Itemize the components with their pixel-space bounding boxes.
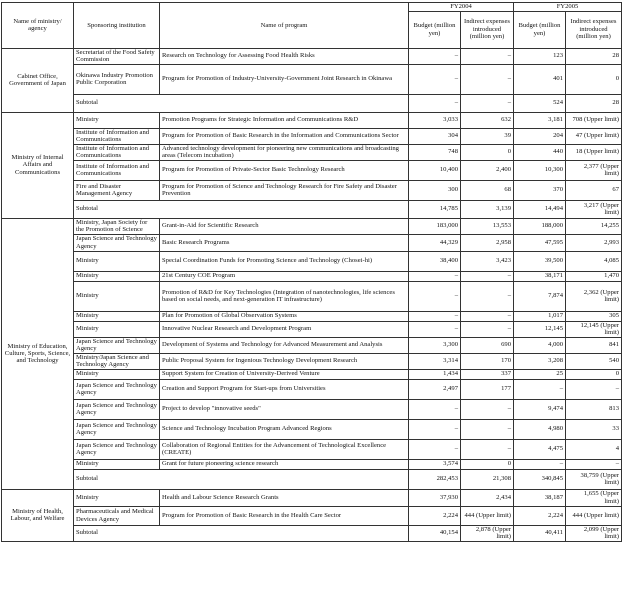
- indirect-2004-cell: 632: [461, 112, 514, 128]
- table-row: [2, 459, 622, 469]
- budget-2004-cell: 10,400: [409, 160, 461, 180]
- program-cell: Program for Promotion of Industry-University-Government Joint Research in Okinawa: [160, 64, 409, 94]
- indirect-2005-cell: 4: [566, 439, 622, 459]
- sponsor-cell: Ministry: [74, 459, 160, 469]
- budget-2004-cell: –: [409, 439, 461, 459]
- budget-2005-cell: 39,500: [514, 251, 566, 271]
- sponsor-cell: Japan Science and Technology Agency: [74, 439, 160, 459]
- subtotal-indirect-2005: 2,099 (Upper limit): [566, 525, 622, 541]
- sponsor-cell: Ministry: [74, 321, 160, 337]
- subtotal-indirect-2004: 3,139: [461, 200, 514, 218]
- subtotal-label: Subtotal: [74, 94, 409, 112]
- sponsor-cell: Ministry: [74, 251, 160, 271]
- table-row: [2, 234, 622, 251]
- header-fy2004: FY2004: [409, 3, 514, 12]
- indirect-2005-cell: 444 (Upper limit): [566, 506, 622, 525]
- budget-2005-cell: 3,208: [514, 353, 566, 369]
- sponsor-cell: Japan Science and Technology Agency: [74, 337, 160, 353]
- indirect-2004-cell: –: [461, 64, 514, 94]
- sponsor-cell: Ministry, Japan Society for the Promotion of Science: [74, 218, 160, 234]
- subtotal-indirect-2005: 28: [566, 94, 622, 112]
- sponsor-cell: Japan Science and Technology Agency: [74, 234, 160, 251]
- program-cell: Program for Promotion of Basic Research in the Health Care Sector: [160, 506, 409, 525]
- program-cell: Promotion of R&D for Key Technologies (Integration of nanotechnologies, life sciences based on social needs, and next-generation IT infrastructure): [160, 281, 409, 311]
- program-cell: Science and Technology Incubation Program Advanced Regions: [160, 419, 409, 439]
- table-row: [2, 271, 622, 281]
- program-cell: Advanced technology development for pioneering new communications and broadcasting areas (Telecom incubation): [160, 144, 409, 160]
- indirect-2005-cell: 2,362 (Upper limit): [566, 281, 622, 311]
- header-budget-2004: Budget (million yen): [409, 11, 461, 48]
- indirect-2004-cell: –: [461, 419, 514, 439]
- indirect-2005-cell: 33: [566, 419, 622, 439]
- indirect-2005-cell: 47 (Upper limit): [566, 128, 622, 144]
- budget-2005-cell: 440: [514, 144, 566, 160]
- sponsor-cell: Ministry: [74, 271, 160, 281]
- budget-2004-cell: –: [409, 399, 461, 419]
- budget-2004-cell: 748: [409, 144, 461, 160]
- program-cell: Support System for Creation of University-Derived Venture: [160, 369, 409, 379]
- subtotal-indirect-2004: –: [461, 94, 514, 112]
- indirect-2004-cell: 177: [461, 379, 514, 399]
- indirect-2004-cell: 2,434: [461, 489, 514, 506]
- budget-2005-cell: 38,171: [514, 271, 566, 281]
- budget-2005-cell: 38,187: [514, 489, 566, 506]
- budget-2005-cell: 188,000: [514, 218, 566, 234]
- budget-2004-cell: 304: [409, 128, 461, 144]
- budget-2004-cell: –: [409, 271, 461, 281]
- indirect-2005-cell: 4,085: [566, 251, 622, 271]
- budget-2005-cell: 9,474: [514, 399, 566, 419]
- table-row: [2, 144, 622, 160]
- table-row: [2, 506, 622, 525]
- subtotal-budget-2005: 524: [514, 94, 566, 112]
- indirect-2005-cell: 0: [566, 369, 622, 379]
- indirect-2005-cell: 28: [566, 48, 622, 64]
- indirect-2004-cell: 2,958: [461, 234, 514, 251]
- budget-2004-cell: 183,000: [409, 218, 461, 234]
- budget-2005-cell: 12,145: [514, 321, 566, 337]
- table-body: [2, 48, 622, 541]
- subtotal-indirect-2005: 3,217 (Upper limit): [566, 200, 622, 218]
- subtotal-indirect-2004: 2,878 (Upper limit): [461, 525, 514, 541]
- table-row: [2, 337, 622, 353]
- indirect-2004-cell: 0: [461, 459, 514, 469]
- budget-2005-cell: 3,181: [514, 112, 566, 128]
- program-cell: Program for Promotion of Science and Technology Research for Fire Safety and Disaster Prevention: [160, 180, 409, 200]
- indirect-2004-cell: 444 (Upper limit): [461, 506, 514, 525]
- program-cell: Program for Promotion of Private-Sector Basic Technology Research: [160, 160, 409, 180]
- table-row: [2, 281, 622, 311]
- indirect-2005-cell: –: [566, 379, 622, 399]
- ministry-cell: Cabinet Office, Government of Japan: [2, 48, 74, 112]
- budget-2005-cell: 123: [514, 48, 566, 64]
- indirect-2004-cell: 0: [461, 144, 514, 160]
- table-row: [2, 419, 622, 439]
- sponsor-cell: Ministry/Japan Science and Technology Agency: [74, 353, 160, 369]
- indirect-2005-cell: 708 (Upper limit): [566, 112, 622, 128]
- indirect-2005-cell: 1,470: [566, 271, 622, 281]
- indirect-2004-cell: 39: [461, 128, 514, 144]
- budget-2005-cell: 401: [514, 64, 566, 94]
- sponsor-cell: Ministry: [74, 112, 160, 128]
- table-row: [2, 128, 622, 144]
- subtotal-row: [2, 200, 622, 218]
- subtotal-indirect-2005: 38,759 (Upper limit): [566, 469, 622, 489]
- indirect-2005-cell: 2,377 (Upper limit): [566, 160, 622, 180]
- program-cell: Grant-in-Aid for Scientific Research: [160, 218, 409, 234]
- table-row: [2, 160, 622, 180]
- subtotal-row: [2, 94, 622, 112]
- program-cell: Program for Promotion of Basic Research in the Information and Communications Sector: [160, 128, 409, 144]
- subtotal-label: Subtotal: [74, 525, 409, 541]
- subtotal-budget-2005: 14,494: [514, 200, 566, 218]
- subtotal-label: Subtotal: [74, 469, 409, 489]
- subtotal-row: [2, 525, 622, 541]
- indirect-2005-cell: 1,655 (Upper limit): [566, 489, 622, 506]
- subtotal-budget-2004: 40,154: [409, 525, 461, 541]
- program-cell: Grant for future pioneering science research: [160, 459, 409, 469]
- sponsor-cell: Institute of Information and Communications: [74, 144, 160, 160]
- header-budget-2005: Budget (million yen): [514, 11, 566, 48]
- subtotal-label: Subtotal: [74, 200, 409, 218]
- header-fy2005: FY2005: [514, 3, 622, 12]
- budget-2004-cell: –: [409, 321, 461, 337]
- sponsor-cell: Ministry: [74, 281, 160, 311]
- indirect-2005-cell: 18 (Upper limit): [566, 144, 622, 160]
- header-program: Name of program: [160, 3, 409, 49]
- indirect-2004-cell: –: [461, 439, 514, 459]
- indirect-2004-cell: –: [461, 48, 514, 64]
- sponsor-cell: Japan Science and Technology Agency: [74, 379, 160, 399]
- header-indirect-2005: Indirect expenses introduced (million yen): [566, 11, 622, 48]
- table-row: [2, 379, 622, 399]
- sponsor-cell: Okinawa Industry Promotion Public Corporation: [74, 64, 160, 94]
- program-cell: Basic Research Programs: [160, 234, 409, 251]
- ministry-cell: Ministry of Internal Affairs and Communications: [2, 112, 74, 218]
- table-row: [2, 353, 622, 369]
- budget-2005-cell: 4,000: [514, 337, 566, 353]
- budget-2004-cell: –: [409, 419, 461, 439]
- budget-2004-cell: 44,329: [409, 234, 461, 251]
- program-cell: Public Proposal System for Ingenious Technology Development Research: [160, 353, 409, 369]
- indirect-2005-cell: 841: [566, 337, 622, 353]
- subtotal-budget-2004: 14,785: [409, 200, 461, 218]
- budget-2004-cell: 3,300: [409, 337, 461, 353]
- program-cell: Special Coordination Funds for Promoting Science and Technology (Chosei-hi): [160, 251, 409, 271]
- budget-2005-cell: 4,980: [514, 419, 566, 439]
- program-cell: Innovative Nuclear Research and Development Program: [160, 321, 409, 337]
- budget-2004-cell: –: [409, 64, 461, 94]
- budget-2004-cell: 300: [409, 180, 461, 200]
- indirect-2005-cell: 12,145 (Upper limit): [566, 321, 622, 337]
- indirect-2004-cell: 690: [461, 337, 514, 353]
- indirect-2005-cell: 813: [566, 399, 622, 419]
- budget-2005-cell: 47,595: [514, 234, 566, 251]
- ministry-cell: Ministry of Education, Culture, Sports, Science, and Technology: [2, 218, 74, 489]
- ministry-cell: Ministry of Health, Labour, and Welfare: [2, 489, 74, 541]
- table-row: [2, 439, 622, 459]
- budget-2005-cell: –: [514, 459, 566, 469]
- indirect-2005-cell: –: [566, 459, 622, 469]
- indirect-2005-cell: 540: [566, 353, 622, 369]
- budget-2005-cell: –: [514, 379, 566, 399]
- budget-2005-cell: 4,475: [514, 439, 566, 459]
- indirect-2004-cell: –: [461, 311, 514, 321]
- indirect-2004-cell: –: [461, 321, 514, 337]
- program-cell: 21st Century COE Program: [160, 271, 409, 281]
- indirect-2004-cell: 13,553: [461, 218, 514, 234]
- sponsor-cell: Ministry: [74, 311, 160, 321]
- budget-2004-cell: 3,314: [409, 353, 461, 369]
- table-row: [2, 251, 622, 271]
- subtotal-row: [2, 469, 622, 489]
- table-row: [2, 399, 622, 419]
- table-row: [2, 311, 622, 321]
- subtotal-budget-2005: 340,845: [514, 469, 566, 489]
- budget-2005-cell: 370: [514, 180, 566, 200]
- subtotal-budget-2005: 40,411: [514, 525, 566, 541]
- indirect-2005-cell: 14,255: [566, 218, 622, 234]
- sponsor-cell: Institute of Information and Communications: [74, 128, 160, 144]
- budget-2004-cell: –: [409, 311, 461, 321]
- sponsor-cell: Ministry: [74, 369, 160, 379]
- indirect-2004-cell: 170: [461, 353, 514, 369]
- indirect-2005-cell: 2,993: [566, 234, 622, 251]
- sponsor-cell: Ministry: [74, 489, 160, 506]
- sponsor-cell: Institute of Information and Communications: [74, 160, 160, 180]
- program-cell: Health and Labour Science Research Grants: [160, 489, 409, 506]
- subtotal-indirect-2004: 21,308: [461, 469, 514, 489]
- indirect-2004-cell: 2,400: [461, 160, 514, 180]
- header-sponsor: Sponsoring institution: [74, 3, 160, 49]
- budget-2004-cell: 2,497: [409, 379, 461, 399]
- program-cell: Development of Systems and Technology for Advanced Measurement and Analysis: [160, 337, 409, 353]
- budget-2004-cell: 3,574: [409, 459, 461, 469]
- table-row: [2, 218, 622, 234]
- table-row: [2, 321, 622, 337]
- table-row: [2, 369, 622, 379]
- table-row: [2, 64, 622, 94]
- indirect-2004-cell: –: [461, 281, 514, 311]
- table-row: [2, 48, 622, 64]
- indirect-2004-cell: 3,423: [461, 251, 514, 271]
- budget-2004-cell: 2,224: [409, 506, 461, 525]
- program-cell: Collaboration of Regional Entities for the Advancement of Technological Excellence (CREATE): [160, 439, 409, 459]
- budget-2005-cell: 204: [514, 128, 566, 144]
- indirect-2004-cell: –: [461, 271, 514, 281]
- table-row: [2, 489, 622, 506]
- budget-2005-cell: 25: [514, 369, 566, 379]
- table-row: [2, 180, 622, 200]
- header-ministry: Name of ministry/ agency: [2, 3, 74, 49]
- subtotal-budget-2004: 282,453: [409, 469, 461, 489]
- sponsor-cell: Japan Science and Technology Agency: [74, 419, 160, 439]
- budget-2005-cell: 1,017: [514, 311, 566, 321]
- program-cell: Promotion Programs for Strategic Information and Communications R&D: [160, 112, 409, 128]
- budget-2004-cell: 3,033: [409, 112, 461, 128]
- table-row: [2, 112, 622, 128]
- header-indirect-2004: Indirect expenses introduced (million yen): [461, 11, 514, 48]
- program-cell: Plan for Promotion of Global Observation Systems: [160, 311, 409, 321]
- sponsor-cell: Japan Science and Technology Agency: [74, 399, 160, 419]
- budget-2004-cell: 38,400: [409, 251, 461, 271]
- budget-2004-cell: 37,930: [409, 489, 461, 506]
- budget-table: [1, 2, 622, 542]
- program-cell: Research on Technology for Assessing Food Health Risks: [160, 48, 409, 64]
- budget-2004-cell: –: [409, 48, 461, 64]
- budget-2004-cell: 1,434: [409, 369, 461, 379]
- indirect-2005-cell: 0: [566, 64, 622, 94]
- sponsor-cell: Fire and Disaster Management Agency: [74, 180, 160, 200]
- program-cell: Creation and Support Program for Start-ups from Universities: [160, 379, 409, 399]
- program-cell: Project to develop "innovative seeds": [160, 399, 409, 419]
- indirect-2005-cell: 305: [566, 311, 622, 321]
- indirect-2004-cell: 337: [461, 369, 514, 379]
- sponsor-cell: Secretariat of the Food Safety Commission: [74, 48, 160, 64]
- budget-2005-cell: 7,874: [514, 281, 566, 311]
- budget-2005-cell: 10,300: [514, 160, 566, 180]
- budget-2004-cell: –: [409, 281, 461, 311]
- indirect-2005-cell: 67: [566, 180, 622, 200]
- indirect-2004-cell: 68: [461, 180, 514, 200]
- budget-2005-cell: 2,224: [514, 506, 566, 525]
- sponsor-cell: Pharmaceuticals and Medical Devices Agency: [74, 506, 160, 525]
- indirect-2004-cell: –: [461, 399, 514, 419]
- subtotal-budget-2004: –: [409, 94, 461, 112]
